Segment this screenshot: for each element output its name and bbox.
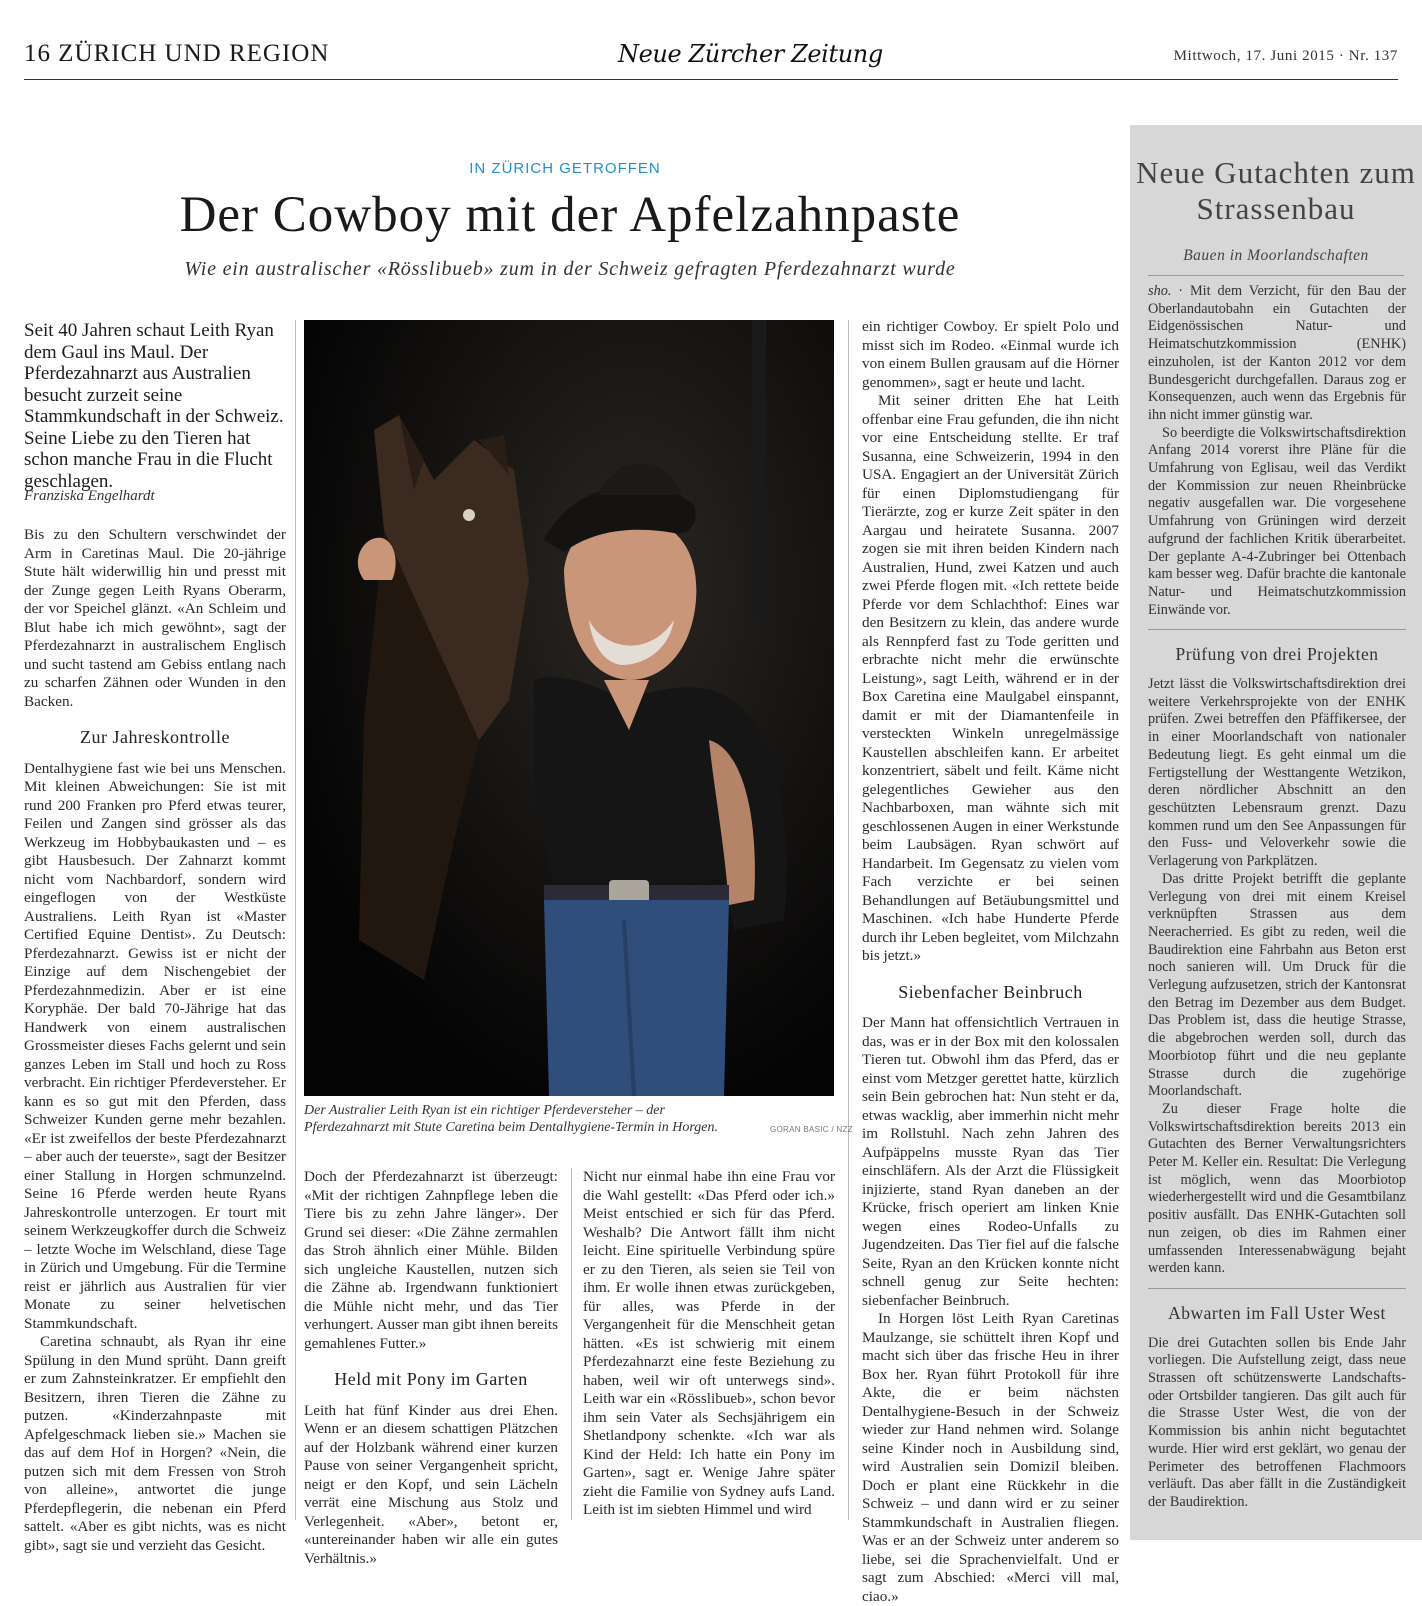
subheading: Siebenfacher Beinbruch bbox=[898, 981, 1083, 1002]
sidebar-rule bbox=[1148, 629, 1406, 630]
photo-caption: Der Australier Leith Ryan ist ein richtiger Pferdeversteher – der Pferdezahnarzt mit Stute Caretina beim Dentalhygiene-Termin in Horgen. bbox=[304, 1103, 718, 1135]
sidebar-subheading: Prüfung von drei Projekten bbox=[1175, 644, 1379, 665]
subheading: Held mit Pony im Garten bbox=[334, 1369, 528, 1389]
paragraph: Jetzt lässt die Volkswirtschaftsdirektion drei weitere Verkehrsprojekte von der ENHK prüfen. Zwei betreffen den Pfäffikersee, der in einer Moorlandschaft von nationaler Bedeutung liegt. Es geht einmal um die Fertigstellung der Westtangente Wetzikon, deren nördlicher Abschnitt an den geschützten Lebensraum grenzt. Dazu kommen rund um den See Anpassungen für den Fuss- und Veloverkehr sowie die Verlagerung von Parkplätzen. bbox=[1148, 676, 1406, 870]
column-divider bbox=[571, 1168, 572, 1520]
article-photo bbox=[304, 320, 834, 1096]
paragraph-text: · Mit dem Verzicht, für den Bau der Oberlandautobahn ein Gutachten der Eidgenössischen Natur- und Heimatschutzkommission (ENHK) einzuholen, ist der Kanton 2012 vor dem Bundesgericht durchgefallen. Daraus zog er Konsequenzen, auch wenn das Ergebnis für ihn nicht immer günstig war. bbox=[1148, 283, 1406, 423]
paragraph: Dentalhygiene fast wie bei uns Menschen. Mit kleinen Abweichungen: Sie ist mit rund 200 Franken pro Pferd etwas teurer, Feilen und Zangen sind grösser als das Werkzeug im Hobbybaukasten und – es gibt Hausbesuch. Der Zahnarzt kommt nicht vom Nachbardorf, sondern wird eingeflogen von der Westküste Australiens. Leith Ryan ist «Master Certified Equine Dentist». Zu Deutsch: Pferdezahnarzt. Gewiss ist er nicht der Einzige auf dem Nischengebiet der Pferdezahnmedizin. Aber er ist eine Koryphäe. Der bald 70-Jährige hat das Handwerk von einem australischen Grossmeister dieses Fachs gelernt und sein ganzes Leben im Stall und hoch zu Ross verbracht. Ein richtiger Pferdeversteher. Er kann es so gut mit den Pferden, dass Schweizer Kunden gerne mehr bezahlen. «Er ist zweifellos der beste Pferdezahnarzt – aber auch der teuerste», sagt der Besitzer einer Stallung in Horgen schmunzelnd. Seine 16 Pferde werden heute Ryans Jahreskontrolle unterzogen. Er tourt mit seinem Werkzeugkoffer durch die Schweiz – letzte Woche im Welschland, diese Tage in Zürich und Umgebung. Für die Termine reist er jährlich aus Australien für vier Monate zu seiner helvetischen Stammkundschaft. bbox=[24, 759, 286, 1332]
sidebar-body bbox=[1148, 283, 1406, 1512]
header-rule bbox=[24, 79, 1398, 80]
paragraph: Der Mann hat offensichtlich Vertrauen in das, was er in der Box mit den kolossalen Tieren tut. Obwohl ihm das Pferd, das er einst vom Metzger gerettet hatte, kürzlich sein Bein gebrochen hat: Nun steht er da, etwas wacklig, aber immerhin nicht mehr im Rollstuhl. Nach zehn Jahren des Aufpäppelns musste Ryan das Tier einschläfern. Als der Arzt die Flüssigkeit injizierte, stand Ryan daneben an der Krücke, frisch operiert am linken Knie wegen eines Rodeo-Unfalls zu Jugendzeiten. Das Tier fiel auf die falsche Seite, Ryan an den Krücken konnte nicht schnell genug zur Seite hechten: siebenfacher Beinbruch. bbox=[862, 1014, 1119, 1309]
paragraph: Doch der Pferdezahnarzt ist überzeugt: «Mit der richtigen Zahnpflege leben die Tiere bis zu zehn Jahre länger». Der Grund sei dieser: «Die Zähne zermahlen das Stroh ähnlich einer Mühle. Bilden sich ungleiche Kaustellen, nutzen sich die Zähne ab. Irgendwann funktioniert die Mühle nicht mehr, und das Tier verhungert. Ausser man gibt ihnen bereits gemahlenes Futter.» bbox=[304, 1168, 558, 1352]
paragraph: Caretina schnaubt, als Ryan ihr eine Spülung in den Mund sprüht. Dann greift er zum Zahnsteinkratzer. Er empfiehlt den Besitzern, ihren Tieren die Zähne zu putzen. «Kinderzahnpaste mit Apfelgeschmack lieben sie.» Machen sie das auf dem Hof in Horgen? «Nein, die putzen sich mit dem Fressen von Stroh von alleine», antwortet die junge Pferdepflegerin, die nebenan ein Pferd sattelt. «Aber es gibt nichts, was es nicht gibt», sagt sie und verzieht das Gesicht. bbox=[24, 1333, 286, 1554]
sidebar-box bbox=[1130, 125, 1422, 1540]
paragraph: Zu dieser Frage holte die Volkswirtschaftsdirektion bereits 2013 ein Gutachten des Berner Verwaltungsrichters Peter M. Keller ein. Resultat: Die Verlegung ist möglich, wenn das Moorbiotop wiederhergestellt wird und die Gesamtbilanz positiv ausfällt. Das ENHK-Gutachten soll nun zeigen, ob dies im Rahmen einer umfassenden Interessenabwägung bejaht werden kann. bbox=[1148, 1100, 1406, 1277]
paragraph bbox=[1148, 283, 1406, 425]
article-subheadline: Wie ein australischer «Rösslibueb» zum in der Schweiz gefragten Pferdezahnarzt wurde bbox=[184, 258, 956, 280]
article-byline: Franziska Engelhardt bbox=[24, 488, 155, 504]
column-divider bbox=[848, 320, 849, 1520]
author-abbrev: sho. bbox=[1148, 283, 1172, 299]
paragraph: In Horgen löst Leith Ryan Caretinas Maulzange, sie schüttelt ihren Kopf und macht sich über das frische Heu in ihrer Box her. Ryan führt Protokoll für ihre Akte, die er beim nächsten Dentalhygiene-Besuch in der Schweiz wieder zur Hand nehmen wird. Solange seine Kinder noch in Ausbildung sind, wird Australien sein Domizil bleiben. Doch er plant eine Rückkehr in die Schweiz – und dann wird er zu seiner Stammkundschaft in Australien fliegen. Was er an der Schweiz unter anderem so liebe, sei die Sprachenvielfalt. Und er sagt zum Abschied: «Merci vill mal, ciao.» bbox=[862, 1310, 1119, 1605]
sidebar-rule bbox=[1148, 1288, 1406, 1289]
issue-date: Mittwoch, 17. Juni 2015 · Nr. 137 bbox=[1173, 48, 1398, 64]
paragraph: Mit seiner dritten Ehe hat Leith offenbar eine Frau gefunden, die ihn nicht vor eine Entscheidung stellte. Er traf Susanna, eine Schweizerin, 1994 in den USA. Engagiert an der Universität Zürich für einen Diplomstudiengang für Tierärzte, zog er kurze Zeit später in den Aargau und heiratete Susanna. 2007 zogen sie mit ihren beiden Kindern nach Australien, Hund, zwei Katzen und auch zwei Pferde flogen mit. «Ich rettete beide Pferde vor dem Schlachthof: Eines war den Besitzern zu klein, das andere wurde als Rennpferd fast zu Tode geritten und erbrachte nicht mehr die erwünschte Leistung», sagt Leith, während er in der Box Caretina eine Maulgabel einspannt, damit er mit der Diamantenfeile in versteckten Winkeln unregelmässige Kaustellen abschleifen kann. Er arbeitet konzentriert, säbelt und feilt. Käme nicht gelegentliches Gewieher aus den Nachbarboxen, man wähnte sich mit geschlossenen Augen in einer Werkstunde beim Laubsägen. Ryan schwört auf Handarbeit. Im Gegensatz zu vielen vom Fach verzichte er bei seinen Behandlungen auf Betäubungsmittel und Maschinen. «Ich habe Hunderte Pferde durch ihr Leben begleitet, vom Milchzahn bis jetzt.» bbox=[862, 392, 1119, 964]
article-column-4 bbox=[862, 318, 1119, 1606]
sidebar-title: Neue Gutachten zum Strassenbau bbox=[1136, 155, 1416, 226]
paragraph: Die drei Gutachten sollen bis Ende Jahr vorliegen. Die Aufstellung zeigt, dass neue Strassen oft schützenswerte Landschafts- oder Ortsbilder tangieren. Das gilt auch für die Strasse Uster West, die von der Kommission bis anhin nicht begutachtet wurde. Hier wird erst geklärt, wo genau der Perimeter des betroffenen Flachmoors verläuft. Das aber fällt in die Zuständigkeit der Baudirektion. bbox=[1148, 1334, 1406, 1510]
column-divider bbox=[295, 320, 296, 1520]
sidebar-rule bbox=[1148, 275, 1404, 276]
article-column-2 bbox=[304, 1168, 558, 1568]
article-column-3 bbox=[583, 1168, 835, 1520]
article-column-1 bbox=[24, 526, 286, 1555]
paragraph: Leith hat fünf Kinder aus drei Ehen. Wenn er an diesem schattigen Plätzchen auf der Holzbank während einer kurzen Pause von seiner Vergangenheit spricht, neigt er den Kopf, und sein Lächeln verrät eine Mischung aus Stolz und Verlegenheit. «Aber», betont er, «untereinander haben wir alle ein gutes Verhältnis.» bbox=[304, 1401, 558, 1567]
subheading: Zur Jahreskontrolle bbox=[80, 727, 230, 747]
section-title: 16 ZÜRICH UND REGION bbox=[24, 40, 330, 67]
paragraph: Bis zu den Schultern verschwindet der Arm in Caretinas Maul. Die 20-jährige Stute hält widerwillig hin und presst mit der Zunge gegen Leith Ryans Oberarm, der vor Speichel glänzt. «An Schleim und Blut habe ich mich gewöhnt», sagt der Pferdezahnarzt in australischem Englisch und sucht tastend am Gebiss entlang nach zu scharfen Zähnen oder Wunden in den Backen. bbox=[24, 526, 286, 710]
article-lead: Seit 40 Jahren schaut Leith Ryan dem Gaul ins Maul. Der Pferdezahnarzt aus Australien besucht zurzeit seine Stammkundschaft in der Schweiz. Seine Liebe zu den Tieren hat schon manche Frau in die Flucht geschlagen. bbox=[24, 320, 284, 492]
article-kicker: IN ZÜRICH GETROFFEN bbox=[469, 160, 661, 177]
photo-illustration bbox=[304, 320, 834, 1096]
photo-credit: GORAN BASIC / NZZ bbox=[770, 1125, 853, 1134]
paragraph: So beerdigte die Volkswirtschaftsdirektion Anfang 2014 vorerst ihre Pläne für die Umfahrung von Eglisau, weil das Verdikt der Kommission zur neuen Rheinbrücke negativ ausgefallen war. Die vorgesehene Umfahrung von Grüningen wird derzeit aufgrund der fachlichen Kritik überarbeitet. Der geplante A-4-Zubringer bei Ottenbach kam besser weg. Dafür brachte die kantonale Natur- und Heimatschutzkommission Einwände vor. bbox=[1148, 424, 1406, 618]
article-headline: Der Cowboy mit der Apfelzahnpaste bbox=[179, 187, 961, 243]
paragraph: ein richtiger Cowboy. Er spielt Polo und misst sich im Rodeo. «Einmal wurde ich von einem Bullen grausam auf die Hörner genommen», sagt er heute und lacht. bbox=[862, 318, 1119, 391]
sidebar-subheading: Abwarten im Fall Uster West bbox=[1168, 1302, 1386, 1323]
sidebar-subtitle: Bauen in Moorlandschaften bbox=[1183, 247, 1369, 264]
paragraph: Nicht nur einmal habe ihn eine Frau vor die Wahl gestellt: «Das Pferd oder ich.» Meist entschied er sich für das Pferd. Weshalb? Die Antwort fällt ihm nicht leicht. Eine spirituelle Verbindung spüre er zu den Tieren, als seien sie Teil von ihm. Er wolle ihnen etwas zurückgeben, für alles, was Pferde in der Vergangenheit für die Menschheit getan hätten. «Es ist schwierig mit einem Pferdezahnarzt eine feste Beziehung zu haben, weil wir oft unterwegs sind». Leith war ein «Rösslibueb», schon bevor ihm sein Vater als Sechsjährigem ein Shetlandpony schenkte. «Ich war als Kind der Held: Ich hatte ein Pony im Garten», sagt er. Wenige Jahre später zieht die Familie von Sydney aufs Land. Leith ist im siebten Himmel und wird bbox=[583, 1168, 835, 1518]
masthead-logo: Neue Zürcher Zeitung bbox=[618, 40, 883, 68]
paragraph: Das dritte Projekt betrifft die geplante Verlegung von drei mit einem Kreisel verknüpften Strassen aus dem Neeracherried. Es gibt zu reden, weil die Baudirektion eine Fahrbahn aus Beton erst noch sanieren will. Um Druck für die Verlegung aufzusetzen, strich der Kantonsrat den Betrag im Dezember aus dem Budget. Das Problem ist, dass die heutige Strasse, die abgebrochen werden soll, durch das Moorbiotop führt und die neu geplante Strasse durch die zugehörige Moorlandschaft. bbox=[1148, 870, 1406, 1100]
